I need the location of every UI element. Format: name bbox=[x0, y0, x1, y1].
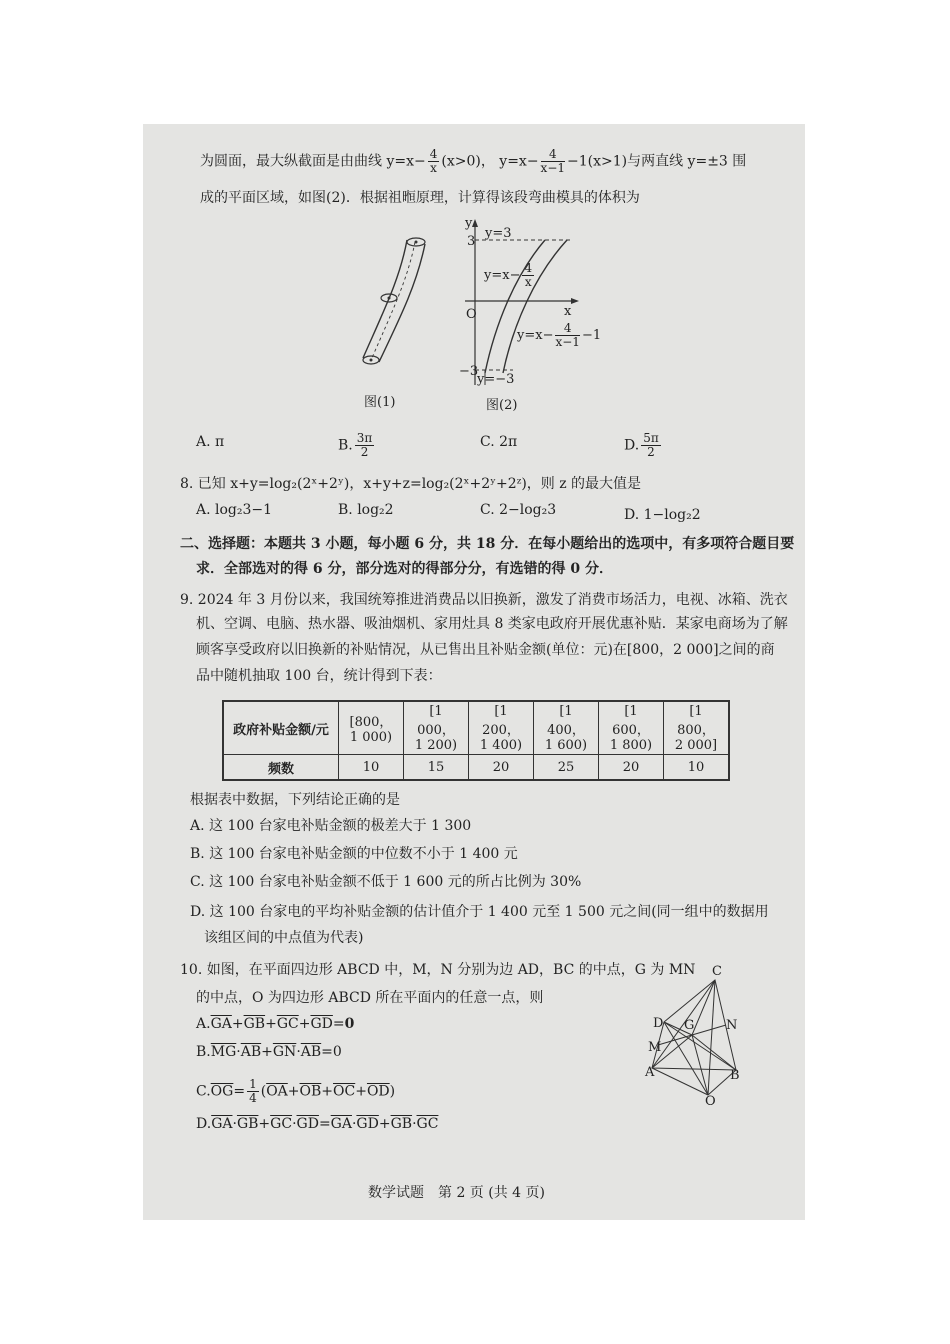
subsidy-frequency-table bbox=[222, 700, 730, 781]
interval-cell: [1 400， 1 600) bbox=[534, 701, 599, 755]
q10-option-a: $A.\overline{GA}+\overline{GB}+\overline{GC}+\overline{GD}=0$ bbox=[196, 1016, 355, 1032]
interval-cell: [1 600， 1 800) bbox=[599, 701, 664, 755]
section-2-line-1: 二、选择题：本题共 3 小题，每小题 6 分，共 18 分．在每小题给出的选项中，有多项符合题目要 bbox=[180, 536, 795, 552]
origin-label: O bbox=[466, 307, 477, 322]
freq-cell: 15 bbox=[404, 755, 469, 781]
line-yneg3-label: y=−3 bbox=[477, 372, 515, 387]
q9-option-a: A. 这 100 台家电补贴金额的极差大于 1 300 bbox=[190, 818, 472, 834]
q8-option-d: D. 1−log₂2 bbox=[624, 507, 701, 523]
tick-top-3: 3 bbox=[467, 234, 476, 249]
q9-line-3: 顾客享受政府以旧换新的补贴情况，从已售出且补贴金额(单位：元)在[800，2 000]之间的商 bbox=[196, 642, 775, 658]
curve-2-label: y=x− $\frac{4}{x-1}$ −1 bbox=[517, 321, 602, 349]
point-g-label: G bbox=[684, 1018, 695, 1033]
point-o-label: O bbox=[705, 1094, 716, 1109]
freq-cell: 20 bbox=[469, 755, 534, 781]
point-d-label: D bbox=[653, 1016, 664, 1031]
q9-line-4: 品中随机抽取 100 台，统计得到下表： bbox=[196, 668, 442, 684]
figure-1-bent-tube bbox=[345, 228, 435, 378]
line-y3-label: y=3 bbox=[485, 226, 512, 241]
q10-option-c: $C.\overline{OG}=$ $\frac{1}{4}$ $(\overline{OA}+\overline{OB}+\overline{OC}+\overline{OD})$ bbox=[196, 1077, 396, 1105]
q9-option-c: C. 这 100 台家电补贴金额不低于 1 600 元的所占比例为 30% bbox=[190, 874, 582, 890]
q10-line-1: 10. 如图，在平面四边形 ABCD 中，M，N 分别为边 AD，BC 的中点，G 为 MN bbox=[180, 962, 696, 978]
figure-1-caption: 图(1) bbox=[364, 395, 396, 410]
freq-cell: 25 bbox=[534, 755, 599, 781]
freq-cell: 20 bbox=[599, 755, 664, 781]
interval-cell: [1 200， 1 400) bbox=[469, 701, 534, 755]
q7-option-d: D. $\frac{5\pi}{2}$ bbox=[624, 431, 659, 459]
q7-option-b: B. $\frac{3\pi}{2}$ bbox=[338, 431, 373, 459]
page-footer: 数学试题 第 2 页 (共 4 页) bbox=[368, 1185, 545, 1201]
freq-label: 频数 bbox=[223, 755, 339, 781]
intro-line-2: 成的平面区域，如图(2)．根据祖暅原理，计算得该段弯曲模具的体积为 bbox=[200, 190, 640, 206]
q8-stem: 8. 已知 x+y=log₂(2ˣ+2ʸ)，x+y+z=log₂(2ˣ+2ʸ+2ᶻ)，则 z 的最大值是 bbox=[180, 476, 642, 492]
point-b-label: B bbox=[730, 1068, 740, 1083]
q10-line-2: 的中点，O 为四边形 ABCD 所在平面内的任意一点，则 bbox=[196, 990, 544, 1006]
interval-cell: [1 000， 1 200) bbox=[404, 701, 469, 755]
point-c-label: C bbox=[712, 964, 722, 979]
q7-option-a: A. π bbox=[196, 434, 225, 450]
intro-line-1: 为圆面，最大纵截面是由曲线 y=x− $\frac{4}{x}$ (x>0)， y=x− $\frac{4}{x-1}$ −1(x>1)与两直线 y=±3 围 bbox=[200, 147, 747, 175]
q9-option-b: B. 这 100 台家电补贴金额的中位数不小于 1 400 元 bbox=[190, 846, 518, 862]
q7-option-c: C. 2π bbox=[480, 434, 518, 450]
table-row bbox=[223, 755, 729, 781]
q10-option-b: $B.\overline{MG}\cdot\overline{AB}+\overline{GN}\cdot\overline{AB}=0$ bbox=[196, 1044, 342, 1060]
interval-cell: [800， 1 000) bbox=[339, 701, 404, 755]
q9-option-d-line-1: D. 这 100 台家电的平均补贴金额的估计值介于 1 400 元至 1 500 元之间(同一组中的数据用 bbox=[190, 904, 769, 920]
q9-line-1: 9. 2024 年 3 月份以来，我国统筹推进消费品以旧换新，激发了消费市场活力，电视、冰箱、洗衣 bbox=[180, 592, 788, 608]
x-axis-label: x bbox=[564, 304, 572, 319]
point-a-label: A bbox=[645, 1065, 655, 1080]
y-axis-label: y bbox=[465, 216, 473, 231]
freq-cell: 10 bbox=[339, 755, 404, 781]
tick-bottom-neg3: −3 bbox=[459, 364, 479, 379]
figure-2-caption: 图(2) bbox=[486, 398, 518, 413]
q8-option-c: C. 2−log₂3 bbox=[480, 502, 557, 518]
point-m-label: M bbox=[648, 1040, 662, 1055]
q9-prompt: 根据表中数据，下列结论正确的是 bbox=[190, 792, 400, 808]
interval-cell: [1 800， 2 000] bbox=[664, 701, 730, 755]
q8-option-b: B. log₂2 bbox=[338, 502, 394, 518]
q10-option-d: $D.\overline{GA}\cdot\overline{GB}+\overline{GC}\cdot\overline{GD}=\overline{GA}\cdot\overline{GD}+\overline{GB}\cdot\overline{GC}$ bbox=[196, 1116, 439, 1132]
curve-1-label: y=x− $\frac{4}{x}$ bbox=[484, 261, 533, 289]
q9-line-2: 机、空调、电脑、热水器、吸油烟机、家用灶具 8 类家电政府开展优惠补贴．某家电商场为了解 bbox=[196, 616, 788, 632]
q9-option-d-line-2: 该组区间的中点值为代表) bbox=[204, 930, 364, 946]
header-label: 政府补贴金额/元 bbox=[223, 701, 339, 755]
point-n-label: N bbox=[726, 1018, 738, 1033]
q8-option-a: A. log₂3−1 bbox=[196, 502, 273, 518]
freq-cell: 10 bbox=[664, 755, 730, 781]
section-2-line-2: 求．全部选对的得 6 分，部分选对的得部分分，有选错的得 0 分． bbox=[196, 561, 613, 577]
table-row bbox=[223, 701, 729, 755]
